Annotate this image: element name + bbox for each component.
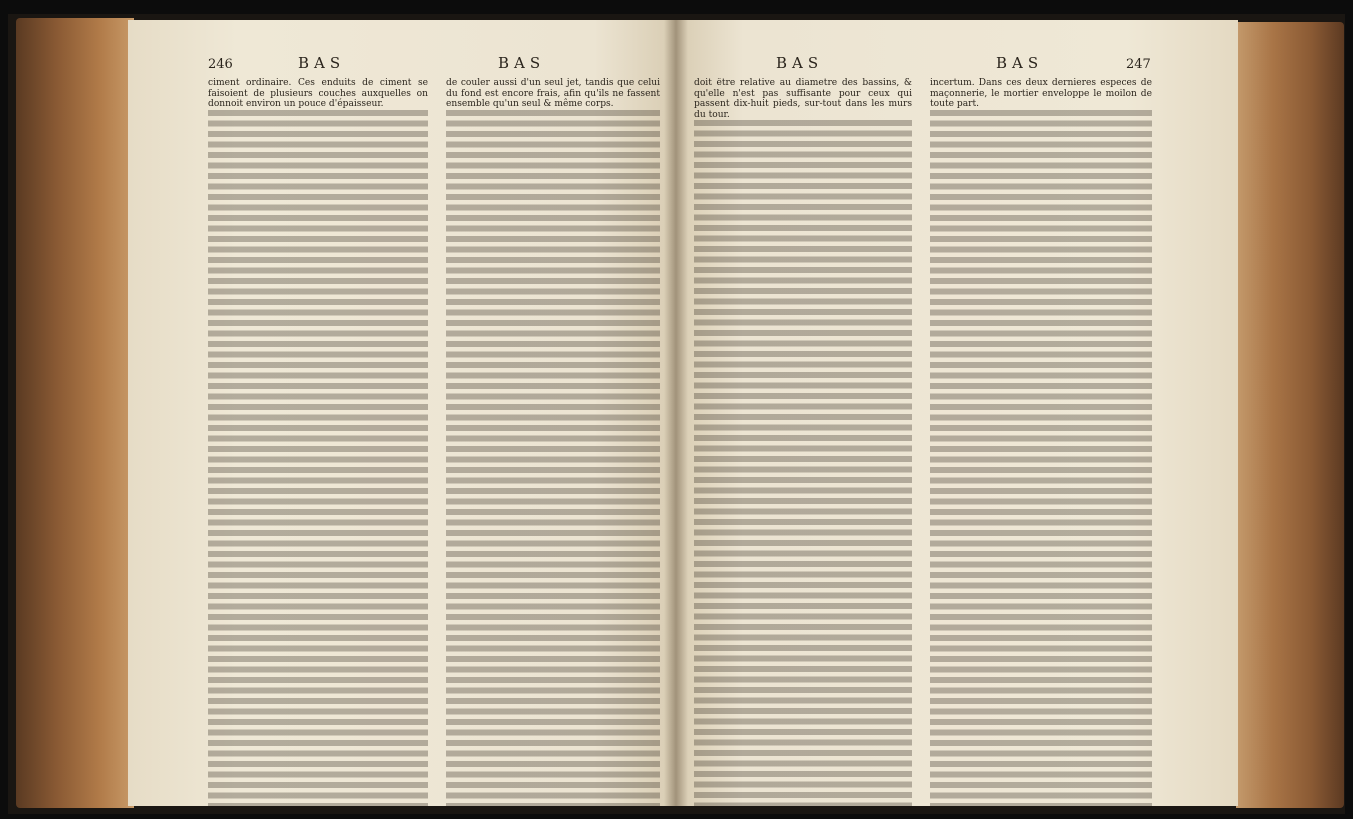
left-page xyxy=(128,20,676,806)
left-column-2 xyxy=(446,78,660,806)
left-page-edges xyxy=(16,18,134,808)
left-running-head: BAS xyxy=(298,54,346,72)
left-col2-text: de couler aussi d'un seul jet, tandis que celui du fond est encore frais, afin qu'ils ne fassent ensemble qu'un seul & même corps. xyxy=(446,78,660,109)
book-gutter xyxy=(664,20,688,806)
right-column-2 xyxy=(930,78,1152,806)
right-col2-text: incertum. Dans ces deux dernieres especes de maçonnerie, le mortier enveloppe le moilon de toute part. xyxy=(930,78,1152,109)
right-col1-text: doit être relative au diametre des bassins, & qu'elle n'est pas suffisante pour ceux qui passent dix-huit pieds, sur-tout dans les murs du tour. xyxy=(694,78,912,120)
left-running-head-2: BAS xyxy=(498,54,546,72)
left-column-1 xyxy=(208,78,428,806)
right-running-head: BAS xyxy=(776,54,824,72)
right-column-1 xyxy=(694,78,912,806)
right-page xyxy=(676,20,1238,806)
right-running-head-2: BAS xyxy=(996,54,1044,72)
right-page-edges xyxy=(1236,22,1344,808)
right-page-number: 247 xyxy=(1126,57,1151,72)
left-page-number: 246 xyxy=(208,57,233,72)
left-col1-text: ciment ordinaire. Ces enduits de ciment se faisoient de plusieurs couches auxquelles on donnoit environ un pouce d'épaisseur. xyxy=(208,78,428,109)
